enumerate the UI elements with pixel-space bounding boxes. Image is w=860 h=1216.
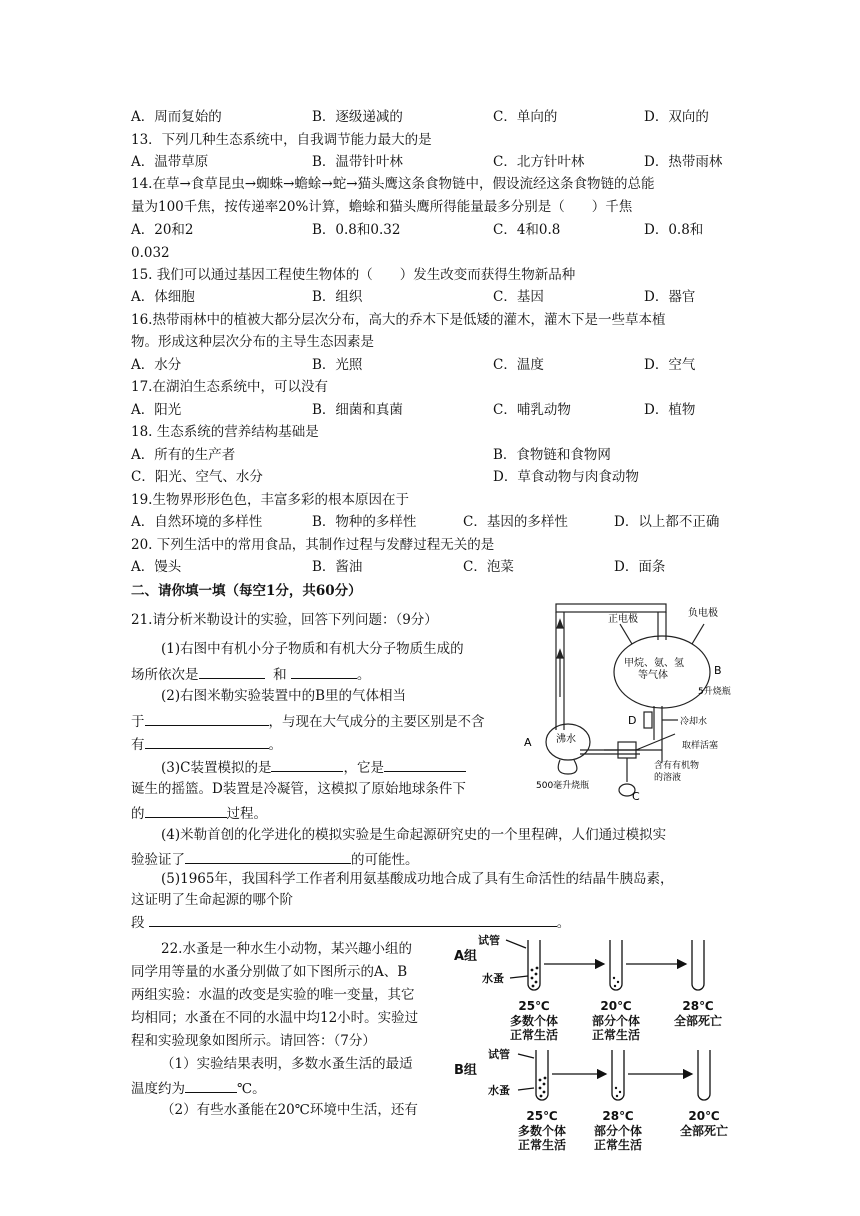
q21-blank-process[interactable] bbox=[145, 803, 227, 818]
miller-label-d: D bbox=[628, 714, 637, 727]
q19-option-c: C．基因的多样性 bbox=[463, 514, 568, 530]
q21-blank-cradle[interactable] bbox=[384, 757, 466, 772]
q22-part1-line1: （1）实验结果表明，多数水蚤生活的最适 bbox=[161, 1056, 413, 1072]
q22-part1-prefix: 温度约为 bbox=[131, 1081, 185, 1097]
q21-part3-mid: ，它是 bbox=[343, 760, 384, 776]
q16-option-d: D．空气 bbox=[644, 357, 696, 373]
q21-blank-gas[interactable] bbox=[145, 711, 269, 726]
daphnia-b-step2-result1: 部分个体 bbox=[593, 1124, 643, 1138]
miller-label-a: A bbox=[524, 736, 532, 749]
miller-apparatus-diagram bbox=[520, 602, 740, 802]
daphnia-a-step2-temp: 20℃ bbox=[600, 999, 632, 1013]
q12-option-c: C．单向的 bbox=[493, 109, 558, 125]
q13-option-c: C．北方针叶林 bbox=[493, 154, 585, 170]
q16-stem-line2: 物。形成这种层次分布的主导生态因素是 bbox=[131, 334, 374, 350]
miller-label-5l-flask: 5升烧瓶 bbox=[698, 687, 731, 697]
q21-part2c-end: 。 bbox=[268, 737, 282, 753]
q21-part1-end: 。 bbox=[356, 667, 371, 683]
q19-option-b: B．物种的多样性 bbox=[312, 514, 417, 530]
q21-part5-end: 。 bbox=[556, 915, 571, 931]
q21-part1-line2 bbox=[131, 664, 370, 684]
daphnia-b-step2-result2: 正常生活 bbox=[593, 1138, 643, 1152]
q15-option-b: B．组织 bbox=[312, 289, 363, 305]
daphnia-a-step1-result1: 多数个体 bbox=[509, 1014, 559, 1028]
q19-stem: 19.生物界形形色色，丰富多彩的根本原因在于 bbox=[131, 492, 409, 508]
q21-part5-line1: (5)1965年，我国科学工作者利用氨基酸成功地合成了具有生命活性的结晶牛胰岛素， bbox=[161, 871, 674, 887]
q15-option-c: C．基因 bbox=[493, 289, 544, 305]
q21-part3-line1 bbox=[161, 757, 466, 777]
q18-option-c: C．阳光、空气、水分 bbox=[131, 469, 263, 485]
q18-option-a: A．所有的生产者 bbox=[131, 447, 236, 463]
q22-line3: 两组实验：水温的改变是实验的唯一变量，其它 bbox=[131, 987, 415, 1003]
q12-option-d: D．双向的 bbox=[644, 109, 709, 125]
q16-option-b: B．光照 bbox=[312, 357, 363, 373]
q22-blank-optimal-temp[interactable] bbox=[185, 1078, 237, 1093]
q20-stem: 20. 下列生活中的常用食品，其制作过程与发酵过程无关的是 bbox=[131, 537, 495, 553]
miller-label-coolwater: 冷却水 bbox=[680, 717, 708, 727]
daphnia-b-step1-temp: 25℃ bbox=[526, 1109, 558, 1123]
q16-option-a: A．水分 bbox=[131, 357, 182, 373]
q14-option-d-cont: 0.032 bbox=[131, 245, 170, 261]
miller-label-negative: 负电极 bbox=[688, 608, 718, 619]
q21-part2-text: ，与现在大气成分的主要区别是不含 bbox=[268, 714, 485, 730]
q21-part4-line2 bbox=[131, 849, 419, 869]
q22-line5: 程和实验现象如图所示。请回答：（7分） bbox=[131, 1033, 376, 1049]
miller-label-solution1: 含有有机物 bbox=[654, 761, 700, 771]
q21-part2-line2 bbox=[131, 711, 485, 731]
q21-blank-possibility[interactable] bbox=[185, 849, 351, 864]
q14-option-d: D．0.8和 bbox=[644, 222, 704, 238]
q15-option-d: D．器官 bbox=[644, 289, 696, 305]
q21-blank-large-molecule-site[interactable] bbox=[291, 664, 357, 679]
daphnia-a-step1-result2: 正常生活 bbox=[509, 1028, 559, 1042]
q12-option-b: B．逐级递减的 bbox=[312, 109, 403, 125]
q21-blank-small-molecule-site[interactable] bbox=[199, 664, 265, 679]
q21-part5-line2: 这证明了生命起源的哪个阶 bbox=[131, 892, 293, 908]
miller-label-gas2: 等气体 bbox=[638, 670, 668, 681]
q17-option-a: A．阳光 bbox=[131, 402, 182, 418]
q15-stem: 15. 我们可以通过基因工程使生物体的（ ）发生改变而获得生物新品种 bbox=[131, 267, 576, 283]
q21-blank-c-device[interactable] bbox=[271, 757, 343, 772]
daphnia-b-tube-label: 试管 bbox=[488, 1048, 510, 1061]
daphnia-b-daphnia-label: 水蚤 bbox=[488, 1084, 510, 1097]
q18-option-d: D．草食动物与肉食动物 bbox=[493, 469, 639, 485]
q21-part3-line3 bbox=[131, 803, 267, 823]
q16-option-c: C．温度 bbox=[493, 357, 544, 373]
q21-part3-prefix: (3)C装置模拟的是 bbox=[161, 760, 272, 776]
daphnia-b-step3-result: 全部死亡 bbox=[679, 1124, 729, 1138]
q17-option-d: D．植物 bbox=[644, 402, 696, 418]
daphnia-a-step2-result1: 部分个体 bbox=[591, 1014, 641, 1028]
q15-option-a: A．体细胞 bbox=[131, 289, 195, 305]
q20-option-a: A．馒头 bbox=[131, 559, 182, 575]
q18-stem: 18. 生态系统的营养结构基础是 bbox=[131, 424, 319, 440]
daphnia-group-b-label: B组 bbox=[454, 1063, 477, 1078]
q21-part5-prefix: 段 bbox=[131, 915, 145, 931]
section-heading: 二、请你填一填（每空1分，共60分） bbox=[131, 583, 362, 599]
q21-part2c-prefix: 有 bbox=[131, 737, 145, 753]
daphnia-a-step2-result2: 正常生活 bbox=[591, 1028, 641, 1042]
daphnia-b-step1-result2: 正常生活 bbox=[517, 1138, 567, 1152]
miller-label-valve: 取样活塞 bbox=[682, 741, 719, 751]
q13-stem: 13．下列几种生态系统中，自我调节能力最大的是 bbox=[131, 132, 432, 148]
q14-stem-line2: 量为100千焦，按传递率20%计算，蟾蜍和猫头鹰所得能量最多分别是（ ）千焦 bbox=[131, 199, 633, 215]
q21-part2-line3 bbox=[131, 734, 282, 754]
q13-option-b: B．温带针叶林 bbox=[312, 154, 403, 170]
q17-option-c: C．哺乳动物 bbox=[493, 402, 571, 418]
q22-part1-line2 bbox=[131, 1078, 266, 1098]
q12-option-a: A．周而复始的 bbox=[131, 109, 222, 125]
q19-option-d: D．以上都不正确 bbox=[614, 514, 720, 530]
q21-part2-prefix: 于 bbox=[131, 714, 145, 730]
miller-label-500ml-flask: 500毫升烧瓶 bbox=[536, 781, 590, 791]
q21-part3c-end: 过程。 bbox=[226, 806, 267, 822]
daphnia-b-step2-temp: 28℃ bbox=[602, 1109, 634, 1123]
daphnia-a-tube-label: 试管 bbox=[478, 934, 500, 947]
q21-part3-line2: 诞生的摇篮。D装置是冷凝管，这模拟了原始地球条件下 bbox=[131, 781, 466, 797]
q14-option-c: C．4和0.8 bbox=[493, 222, 561, 238]
q22-line1: 22.水蚤是一种水生小动物，某兴趣小组的 bbox=[161, 941, 412, 957]
q21-part1-prefix: 场所依次是 bbox=[131, 667, 199, 683]
q21-part3c-prefix: 的 bbox=[131, 806, 145, 822]
q22-part1-unit: ℃。 bbox=[237, 1081, 266, 1097]
miller-label-positive: 正电极 bbox=[608, 614, 638, 625]
daphnia-a-step1-temp: 25℃ bbox=[518, 999, 550, 1013]
q21-part4-prefix: 验验证了 bbox=[131, 852, 185, 868]
q17-option-b: B．细菌和真菌 bbox=[312, 402, 403, 418]
daphnia-experiment-diagram bbox=[448, 930, 748, 1154]
miller-label-solution2: 的溶液 bbox=[654, 773, 682, 783]
q21-stem: 21.请分析米勒设计的实验，回答下列问题：（9分） bbox=[131, 612, 438, 628]
q21-blank-stage[interactable] bbox=[149, 912, 557, 927]
daphnia-a-step3-result: 全部死亡 bbox=[673, 1014, 723, 1028]
daphnia-group-a-label: A组 bbox=[454, 949, 478, 964]
q21-blank-not-contain[interactable] bbox=[145, 734, 269, 749]
q20-option-b: B．酱油 bbox=[312, 559, 363, 575]
q21-part4-end: 的可能性。 bbox=[351, 852, 419, 868]
q21-part2-line1: (2)右图米勒实验装置中的B里的气体相当 bbox=[161, 688, 407, 704]
q13-option-d: D．热带雨林 bbox=[644, 154, 723, 170]
q17-stem: 17.在湖泊生态系统中，可以没有 bbox=[131, 379, 328, 395]
q18-option-b: B．食物链和食物网 bbox=[493, 447, 611, 463]
q21-part5-line3 bbox=[131, 912, 570, 932]
q22-line2: 同学用等量的水蚤分别做了如下图所示的A、B bbox=[131, 964, 408, 980]
daphnia-b-step3-temp: 20℃ bbox=[688, 1109, 720, 1123]
miller-label-c: C bbox=[632, 790, 640, 802]
q19-option-a: A．自然环境的多样性 bbox=[131, 514, 263, 530]
q14-option-b: B．0.8和0.32 bbox=[312, 222, 401, 238]
q13-option-a: A．温带草原 bbox=[131, 154, 209, 170]
daphnia-b-step1-result1: 多数个体 bbox=[517, 1124, 567, 1138]
q14-stem-line1: 14.在草→食草昆虫→蜘蛛→蟾蜍→蛇→猫头鹰这条食物链中，假设流经这条食物链的总能 bbox=[131, 176, 655, 192]
q21-part1-and: 和 bbox=[273, 667, 287, 683]
miller-label-gas: 甲烷、氨、氢 bbox=[624, 658, 684, 669]
q21-part4-line1: (4)米勒首创的化学进化的模拟实验是生命起源研究史的一个里程碑，人们通过模拟实 bbox=[161, 827, 667, 843]
daphnia-a-daphnia-label: 水蚤 bbox=[482, 972, 504, 985]
q22-part2-line1: （2）有些水蚤能在20℃环境中生活，还有 bbox=[161, 1102, 418, 1118]
q22-line4: 均相同；水蚤在不同的水温中均12小时。实验过 bbox=[131, 1010, 419, 1026]
miller-label-boiling-water: 沸水 bbox=[556, 734, 576, 745]
q20-option-c: C．泡菜 bbox=[463, 559, 514, 575]
q14-option-a: A．20和2 bbox=[131, 222, 194, 238]
q16-stem-line1: 16.热带雨林中的植被大都分层次分布，高大的乔木下是低矮的灌木，灌木下是一些草本植 bbox=[131, 312, 666, 328]
miller-label-b: B bbox=[714, 664, 722, 677]
daphnia-a-step3-temp: 28℃ bbox=[682, 999, 714, 1013]
q20-option-d: D．面条 bbox=[614, 559, 666, 575]
q21-part1-line1: (1)右图中有机小分子物质和有机大分子物质生成的 bbox=[161, 641, 464, 657]
